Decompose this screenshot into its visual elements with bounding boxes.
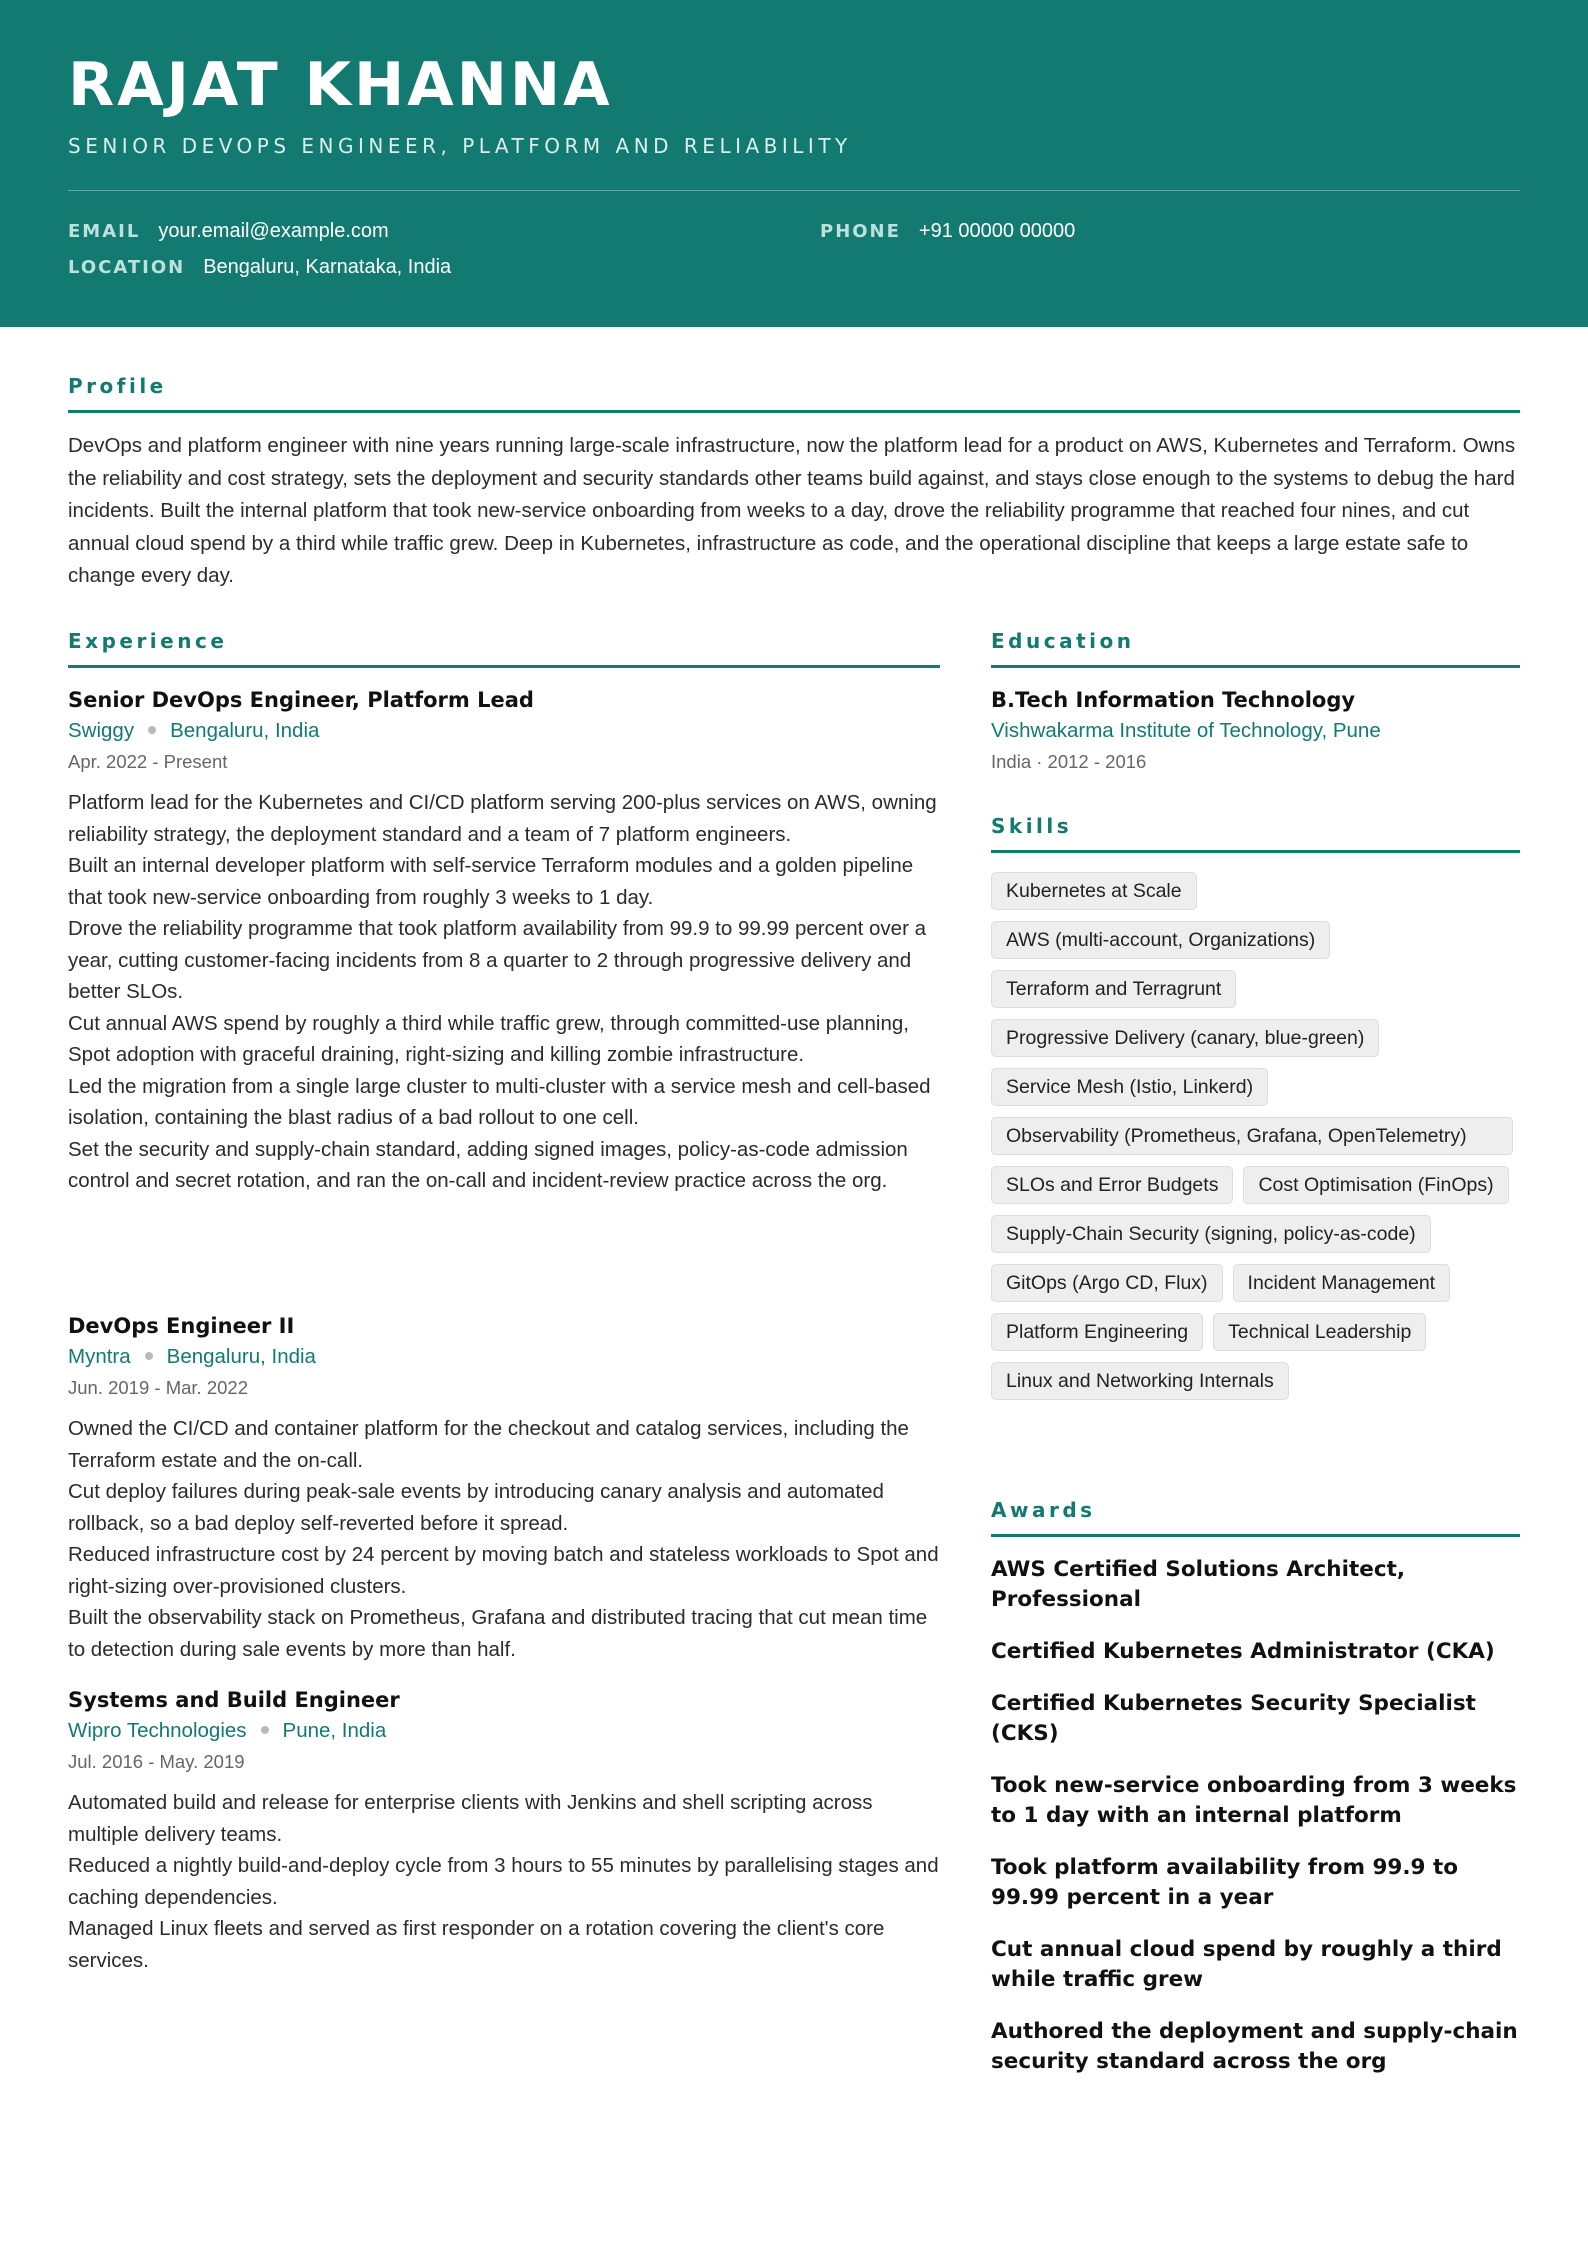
job-entry — [68, 685, 940, 1197]
job-bullet: Cut deploy failures during peak-sale events by introducing canary analysis and automated rollback, so a bad deploy self-reverted before it spread. — [68, 1480, 884, 1535]
education-divider — [991, 665, 1520, 668]
skill-chip: Kubernetes at Scale — [991, 872, 1197, 910]
skill-chip: GitOps (Argo CD, Flux) — [991, 1264, 1223, 1302]
skill-chip: AWS (multi-account, Organizations) — [991, 921, 1330, 959]
header-divider — [68, 190, 1520, 191]
award-item: Took platform availability from 99.9 to 99.99 percent in a year — [991, 1855, 1459, 1910]
job-bullets — [68, 1787, 940, 1976]
profile-heading: Profile — [68, 374, 167, 398]
job-meta — [68, 715, 940, 747]
education-meta: India · 2012 - 2016 — [991, 751, 1147, 772]
job-bullet: Owned the CI/CD and container platform for the checkout and catalog services, including the Terraform estate and the on-call. — [68, 1417, 909, 1472]
job-dates: Jul. 2016 - May. 2019 — [68, 1751, 245, 1772]
job-bullets — [68, 1413, 940, 1665]
profile-divider — [68, 410, 1520, 413]
skill-chip: Platform Engineering — [991, 1313, 1203, 1351]
separator-dot-icon — [148, 726, 156, 734]
award-item: AWS Certified Solutions Architect, Professional — [991, 1557, 1406, 1612]
job-bullet: Cut annual AWS spend by roughly a third while traffic grew, through committed-use planning, Spot adoption with graceful draining, right-sizing and killing zombie infrastructure. — [68, 1011, 909, 1066]
awards-divider — [991, 1534, 1520, 1537]
location-value: Bengaluru, Karnataka, India — [203, 256, 452, 278]
profile-summary: DevOps and platform engineer with nine years running large-scale infrastructure, now the platform lead for a product on AWS, Kubernetes and Terraform. Owns the reliability and cost strategy, sets the deployment and security standards other teams build against, and stays close enough to the systems to debug the hard incidents. Built the internal platform that took new-service onboarding from weeks to a day, drove the reliability programme that reached four nines, and cut annual cloud spend by a third while traffic grew. Deep in Kubernetes, infrastructure as code, and the operational discipline that keeps a large estate safe to change every day. — [68, 434, 1516, 587]
skill-chip: Terraform and Terragrunt — [991, 970, 1236, 1008]
job-bullet: Set the security and supply-chain standard, adding signed images, policy-as-code admission control and secret rotation, and ran the on-call and incident-review practice across the org. — [68, 1137, 908, 1192]
job-location: Bengaluru, India — [170, 719, 320, 742]
job-title: DevOps Engineer II — [68, 1314, 295, 1338]
candidate-headline: SENIOR DEVOPS ENGINEER, PLATFORM AND RELIABILITY — [68, 134, 852, 158]
skill-chip: SLOs and Error Budgets — [991, 1166, 1233, 1204]
resume-header — [0, 0, 1588, 327]
job-meta — [68, 1715, 940, 1747]
job-bullet: Led the migration from a single large cluster to multi-cluster with a service mesh and cell-based isolation, containing the blast radius of a bad rollout to one cell. — [68, 1074, 931, 1129]
phone-label: PHONE — [820, 221, 901, 242]
job-bullet: Managed Linux fleets and served as first responder on a rotation covering the client's core services. — [68, 1917, 885, 1972]
skill-chip: Linux and Networking Internals — [991, 1362, 1289, 1400]
job-company: Myntra — [68, 1345, 131, 1368]
skill-chip: Observability (Prometheus, Grafana, OpenTelemetry) — [991, 1117, 1513, 1155]
job-bullet: Reduced infrastructure cost by 24 percent by moving batch and stateless workloads to Spot and right-sizing over-provisioned clusters. — [68, 1543, 939, 1598]
skill-chip: Progressive Delivery (canary, blue-green) — [991, 1019, 1379, 1057]
job-bullet: Built an internal developer platform with self-service Terraform modules and a golden pipeline that took new-service onboarding from roughly 3 weeks to 1 day. — [68, 854, 914, 909]
skill-chip: Technical Leadership — [1213, 1313, 1426, 1351]
award-item: Cut annual cloud spend by roughly a third while traffic grew — [991, 1937, 1502, 1992]
job-location: Pune, India — [282, 1719, 387, 1742]
job-meta — [68, 1341, 940, 1373]
job-dates: Apr. 2022 - Present — [68, 751, 228, 772]
contact-phone — [820, 218, 1075, 245]
skills-divider — [991, 850, 1520, 853]
award-item: Took new-service onboarding from 3 weeks to 1 day with an internal platform — [991, 1773, 1517, 1828]
award-item: Authored the deployment and supply-chain security standard across the org — [991, 2019, 1518, 2074]
education-degree: B.Tech Information Technology — [991, 688, 1356, 712]
job-company: Wipro Technologies — [68, 1719, 247, 1742]
job-bullet: Drove the reliability programme that took platform availability from 99.9 to 99.99 percent over a year, cutting customer-facing incidents from 8 a quarter to 2 through progressive delivery and better SLOs. — [68, 917, 926, 1003]
experience-heading: Experience — [68, 629, 228, 653]
job-title: Senior DevOps Engineer, Platform Lead — [68, 688, 534, 712]
job-company: Swiggy — [68, 719, 135, 742]
job-entry — [68, 1685, 940, 1976]
job-title: Systems and Build Engineer — [68, 1688, 400, 1712]
email-label: EMAIL — [68, 221, 141, 242]
phone-value[interactable]: +91 00000 00000 — [918, 220, 1076, 242]
education-entry — [991, 685, 1520, 777]
skill-chip: Cost Optimisation (FinOps) — [1243, 1166, 1508, 1204]
awards-list — [991, 1555, 1531, 2099]
location-label: LOCATION — [68, 257, 186, 278]
skill-chip: Supply-Chain Security (signing, policy-as-code) — [991, 1215, 1431, 1253]
job-bullets — [68, 787, 940, 1197]
skills-list — [991, 872, 1520, 1400]
job-bullet: Automated build and release for enterprise clients with Jenkins and shell scripting across multiple delivery teams. — [68, 1791, 873, 1846]
job-dates: Jun. 2019 - Mar. 2022 — [68, 1377, 248, 1398]
job-bullet: Platform lead for the Kubernetes and CI/CD platform serving 200-plus services on AWS, owning reliability strategy, the deployment standard and a team of 7 platform engineers. — [68, 791, 937, 846]
separator-dot-icon — [145, 1352, 153, 1360]
skill-chip: Incident Management — [1233, 1264, 1451, 1302]
email-value[interactable]: your.email@example.com — [158, 220, 389, 242]
education-school: Vishwakarma Institute of Technology, Pune — [991, 719, 1381, 742]
awards-heading: Awards — [991, 1498, 1096, 1522]
contact-email — [68, 218, 389, 245]
skill-chip: Service Mesh (Istio, Linkerd) — [991, 1068, 1268, 1106]
job-location: Bengaluru, India — [166, 1345, 316, 1368]
job-entry — [68, 1311, 940, 1665]
separator-dot-icon — [261, 1726, 269, 1734]
skills-heading: Skills — [991, 814, 1073, 838]
experience-divider — [68, 665, 940, 668]
contact-location — [68, 254, 451, 281]
job-bullet: Reduced a nightly build-and-deploy cycle from 3 hours to 55 minutes by parallelising stages and caching dependencies. — [68, 1854, 939, 1909]
job-bullet: Built the observability stack on Prometheus, Grafana and distributed tracing that cut mean time to detection during sale events by more than half. — [68, 1606, 928, 1661]
education-heading: Education — [991, 629, 1135, 653]
award-item: Certified Kubernetes Security Specialist (CKS) — [991, 1691, 1476, 1746]
award-item: Certified Kubernetes Administrator (CKA) — [991, 1639, 1495, 1664]
candidate-name: RAJAT KHANNA — [68, 50, 613, 120]
